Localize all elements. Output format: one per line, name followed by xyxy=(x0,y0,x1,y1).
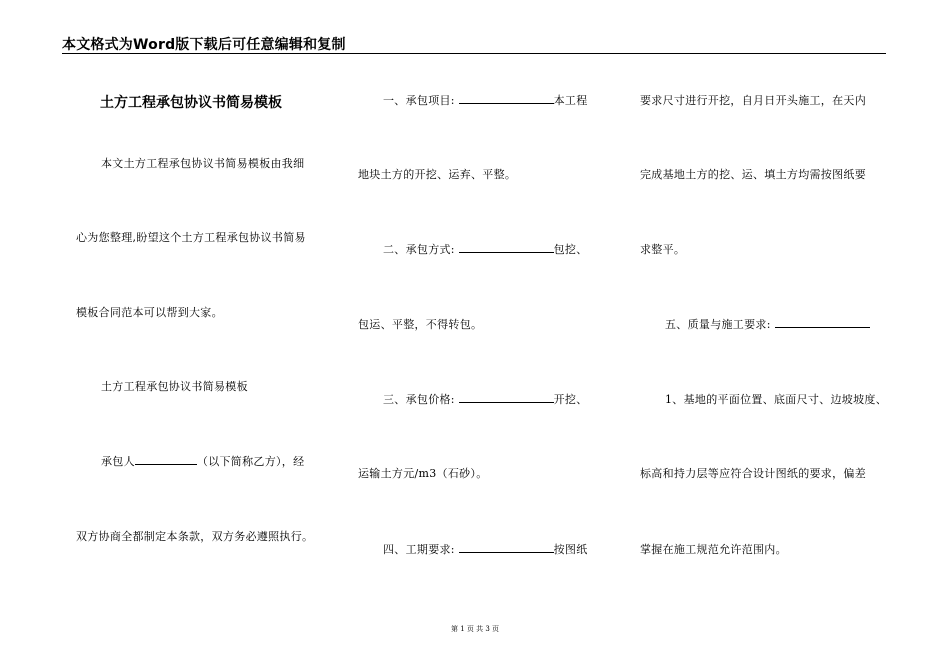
paragraph-line: 心为您整理,盼望这个土方工程承包协议书简易 xyxy=(76,231,306,244)
contractor-line xyxy=(101,453,304,469)
paragraph-line: 求整平。 xyxy=(640,243,686,256)
contractor-label: 承包人 xyxy=(101,455,135,468)
item4-label: 四、工期要求: xyxy=(383,543,455,556)
item4-line xyxy=(383,541,588,557)
item3-blank xyxy=(459,392,554,403)
paragraph-line: 1、基地的平面位置、底面尺寸、边坡坡度、 xyxy=(665,393,887,406)
quality-heading-line xyxy=(665,316,870,332)
contractor-suffix: （以下简称乙方），经 xyxy=(196,455,305,468)
item2-line xyxy=(383,241,588,257)
item3-suffix: 开挖、 xyxy=(553,393,588,406)
paragraph-line: 双方协商全都制定本条款，双方务必遵照执行。 xyxy=(76,530,314,543)
paragraph-line: 完成基地土方的挖、运、填土方均需按图纸要 xyxy=(640,168,866,181)
item1-suffix: 本工程 xyxy=(553,94,588,107)
item1-blank xyxy=(459,93,554,104)
paragraph-line: 掌握在施工规范允许范围内。 xyxy=(640,543,787,556)
quality-blank xyxy=(775,317,870,328)
header-rule xyxy=(62,53,886,54)
document-title: 土方工程承包协议书简易模板 xyxy=(100,95,282,111)
paragraph-line: 要求尺寸进行开挖，自月日开头施工，在天内 xyxy=(640,94,866,107)
paragraph-line: 地块土方的开挖、运弃、平整。 xyxy=(358,168,517,181)
paragraph-line: 本文土方工程承包协议书简易模板由我细 xyxy=(101,157,305,170)
paragraph-line: 标高和持力层等应符合设计图纸的要求，偏差 xyxy=(640,467,866,480)
item3-line xyxy=(383,391,588,407)
item1-label: 一、承包项目: xyxy=(383,94,455,107)
item2-blank xyxy=(459,242,554,253)
item2-suffix: 包挖、 xyxy=(553,243,588,256)
item2-label: 二、承包方式: xyxy=(383,243,455,256)
paragraph-line: 运输土方元/m3（石砂）。 xyxy=(358,467,488,480)
item1-line xyxy=(383,92,588,108)
item3-label: 三、承包价格: xyxy=(383,393,455,406)
page-footer: 第 1 页 共 3 页 xyxy=(450,625,500,633)
document-header: 本文格式为Word版下载后可任意编辑和复制 xyxy=(62,37,346,53)
quality-heading: 五、质量与施工要求: xyxy=(665,318,771,331)
item4-blank xyxy=(459,542,554,553)
paragraph-line: 土方工程承包协议书简易模板 xyxy=(101,380,248,393)
contractor-blank xyxy=(135,454,197,465)
paragraph-line: 模板合同范本可以帮到大家。 xyxy=(76,306,223,319)
paragraph-line: 包运、平整，不得转包。 xyxy=(358,318,483,331)
item4-suffix: 按图纸 xyxy=(553,543,588,556)
